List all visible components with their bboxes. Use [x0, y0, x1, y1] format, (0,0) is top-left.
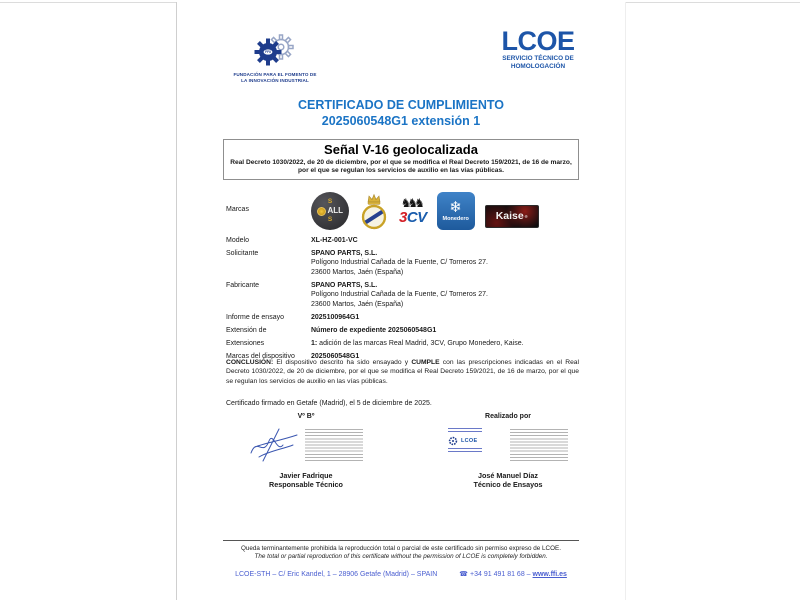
cv3-logo: [399, 197, 427, 225]
signed-at-line: Certificado firmado en Getafe (Madrid), el 5 de diciembre de 2025.: [226, 400, 432, 407]
signature-left-heading: Vº Bº: [297, 413, 315, 420]
field-row-informe: [226, 313, 585, 322]
lcoe-logo: [493, 28, 583, 70]
footer-legal-en: The total or partial reproduction of this certificate without the permission of LCOE is completely forbidden.: [254, 553, 548, 561]
digital-signature-text-block: [510, 429, 568, 461]
certificate-page: [176, 2, 626, 600]
kaise-logo: [485, 205, 539, 228]
solicitante-address-line1: Polígono Industrial Cañada de la Fuente, C/ Torneros 27.: [311, 259, 488, 267]
signature-right-name: José Manuel Díaz: [478, 471, 538, 480]
fabricante-address-line1: Polígono Industrial Cañada de la Fuente, C/ Torneros 27.: [311, 291, 488, 299]
solicitante-name: SPANO PARTS, S.L.: [311, 250, 378, 257]
digital-signature-text-block: [305, 429, 363, 461]
conclusion-text-1: El dispositivo descrito ha sido ensayado y: [273, 359, 412, 366]
subject-title: Señal V-16 geolocalizada: [324, 142, 478, 157]
field-row-extensiones: [226, 339, 585, 348]
extensiones-text: adición de las marcas Real Madrid, 3CV, Grupo Monedero, Kaise.: [317, 339, 524, 347]
field-row-extension-de: [226, 326, 585, 335]
signature-block-left: [221, 413, 391, 489]
field-label-informe: Informe de ensayo: [226, 313, 284, 321]
field-label-fabricante: Fabricante: [226, 281, 260, 289]
lcoe-stamp: [448, 426, 506, 464]
cv3-three: 3: [399, 209, 407, 226]
cv3-logo-text: [399, 210, 427, 225]
solicitante-address-line2: 23600 Martos, Jaén (España): [311, 268, 404, 276]
field-value-extensiones: [311, 339, 524, 348]
conclusion-paragraph: [226, 358, 579, 386]
field-row-fabricante: [226, 281, 585, 309]
certificate-number-line: 2025060548G1 extensión 1: [321, 114, 481, 128]
ffii-text-line2: LA INNOVACIÓN INDUSTRIAL: [241, 77, 309, 83]
field-row-modelo: [226, 236, 585, 245]
stamp-text-lines-bottom: [448, 448, 482, 454]
extensiones-number: 1:: [311, 339, 318, 347]
signature-scribble-icon: [249, 427, 301, 463]
monedero-emblem-icon: ❄: [449, 198, 462, 216]
conclusion-cumple: CUMPLE: [411, 359, 440, 366]
brand-logos: [311, 192, 539, 230]
footer-website-link[interactable]: www.ffi.es: [532, 570, 567, 578]
brands-row: [226, 192, 585, 230]
monedero-label: Monedero: [442, 216, 469, 223]
field-value-informe: 2025100964G1: [311, 313, 360, 321]
signature-left-name: Javier Fadrique: [279, 471, 333, 480]
footer-address: LCOE-STH – C/ Eric Kandel, 1 – 28906 Getafe (Madrid) – SPAIN: [235, 570, 438, 578]
field-label-modelo: Modelo: [226, 237, 249, 244]
lcoe-logo-title: LCOE: [501, 26, 575, 56]
stamp-gear-icon: [448, 436, 458, 446]
field-row-solicitante: [226, 249, 585, 277]
footer-divider: [223, 540, 579, 541]
footer-phone-number: +34 91 491 81 68 –: [470, 570, 531, 578]
subject-box: [223, 139, 579, 180]
certificate-title: [177, 97, 625, 129]
field-value-modelo: XL-HZ-001-VC: [311, 237, 358, 244]
ffii-gear-label: FFII: [265, 50, 271, 55]
lcoe-logo-subtitle2: HOMOLOGACIÓN: [510, 62, 566, 70]
certificate-footer: [223, 540, 579, 578]
sosall-top-letter: S: [327, 198, 333, 205]
sosall-mid-text: ALL: [327, 206, 344, 215]
signature-block-right: [423, 413, 593, 489]
field-value-extension-de: Número de expediente 2025060548G1: [311, 326, 437, 334]
fabricante-address-line2: 23600 Martos, Jaén (España): [311, 300, 404, 308]
cv3-cv: CV: [406, 209, 427, 226]
sosall-dot-icon: [317, 207, 326, 216]
kaise-registered-mark: ®: [524, 213, 528, 219]
signature-right-graphic: [423, 422, 593, 468]
ffii-gear-icon: [252, 30, 298, 72]
conclusion-text-2: con las prescripciones indicadas en el Real Decreto 1030/2022, de 20 de diciembre, por el que se modifica el Real Decreto 159/2021, de 16 de marzo, por el que se regulan los servicios de auxilio en las vías públicas.: [226, 359, 579, 385]
monedero-logo: [437, 192, 475, 230]
signature-right-heading: Realizado por: [485, 413, 531, 420]
lcoe-logo-subtitle1: SERVICIO TÉCNICO DE: [502, 55, 574, 62]
kaise-label: Kaise: [495, 210, 524, 222]
field-value-solicitante: [311, 249, 488, 277]
sosall-logo-icon: [311, 192, 349, 230]
subject-regulation-text: Real Decreto 1030/2022, de 20 de diciembre, por el que se modifica el Real Decreto 159/2021, de 16 de marzo, por el que se regulan los servicios de auxilio en las vías públicas.: [230, 159, 572, 175]
stamp-lcoe-text: LCOE: [461, 438, 478, 444]
signature-right-role: Técnico de Ensayos: [473, 480, 543, 489]
signature-left-role: Responsable Técnico: [269, 480, 343, 489]
ffii-text-line1: FUNDACIÓN PARA EL FOMENTO DE: [233, 72, 317, 77]
brands-label: Marcas: [226, 206, 249, 213]
footer-legal-es: Queda terminantemente prohibida la reproducción total o parcial de este certificado sin permiso expreso de LCOE.: [241, 545, 561, 552]
certificate-title-line1: CERTIFICADO DE CUMPLIMIENTO: [297, 98, 505, 112]
field-label-marcas-dispositivo: Marcas del dispositivo: [226, 352, 295, 360]
ffii-logo-text: [215, 72, 335, 84]
field-label-extension-de: Extensión de: [226, 326, 267, 334]
horses-icon: ♞♞♞: [400, 196, 421, 210]
real-madrid-crest-icon: [359, 192, 389, 230]
stamp-text-lines-top: [448, 428, 482, 434]
footer-contact-row: [223, 570, 579, 578]
sosall-bottom-letter: S: [327, 215, 333, 223]
ffii-logo: [215, 30, 335, 84]
phone-icon: ☎: [459, 571, 469, 579]
conclusion-label: CONCLUSIÓN:: [226, 359, 274, 366]
signature-left-graphic: [221, 422, 391, 468]
field-value-marcas-dispositivo: 2025060548G1: [311, 352, 360, 360]
field-value-fabricante: [311, 281, 488, 309]
fabricante-name: SPANO PARTS, S.L.: [311, 281, 378, 289]
field-label-solicitante: Solicitante: [226, 250, 259, 257]
certificate-fields: [226, 236, 585, 365]
footer-phone: [459, 570, 567, 578]
field-label-extensiones: Extensiones: [226, 339, 265, 347]
